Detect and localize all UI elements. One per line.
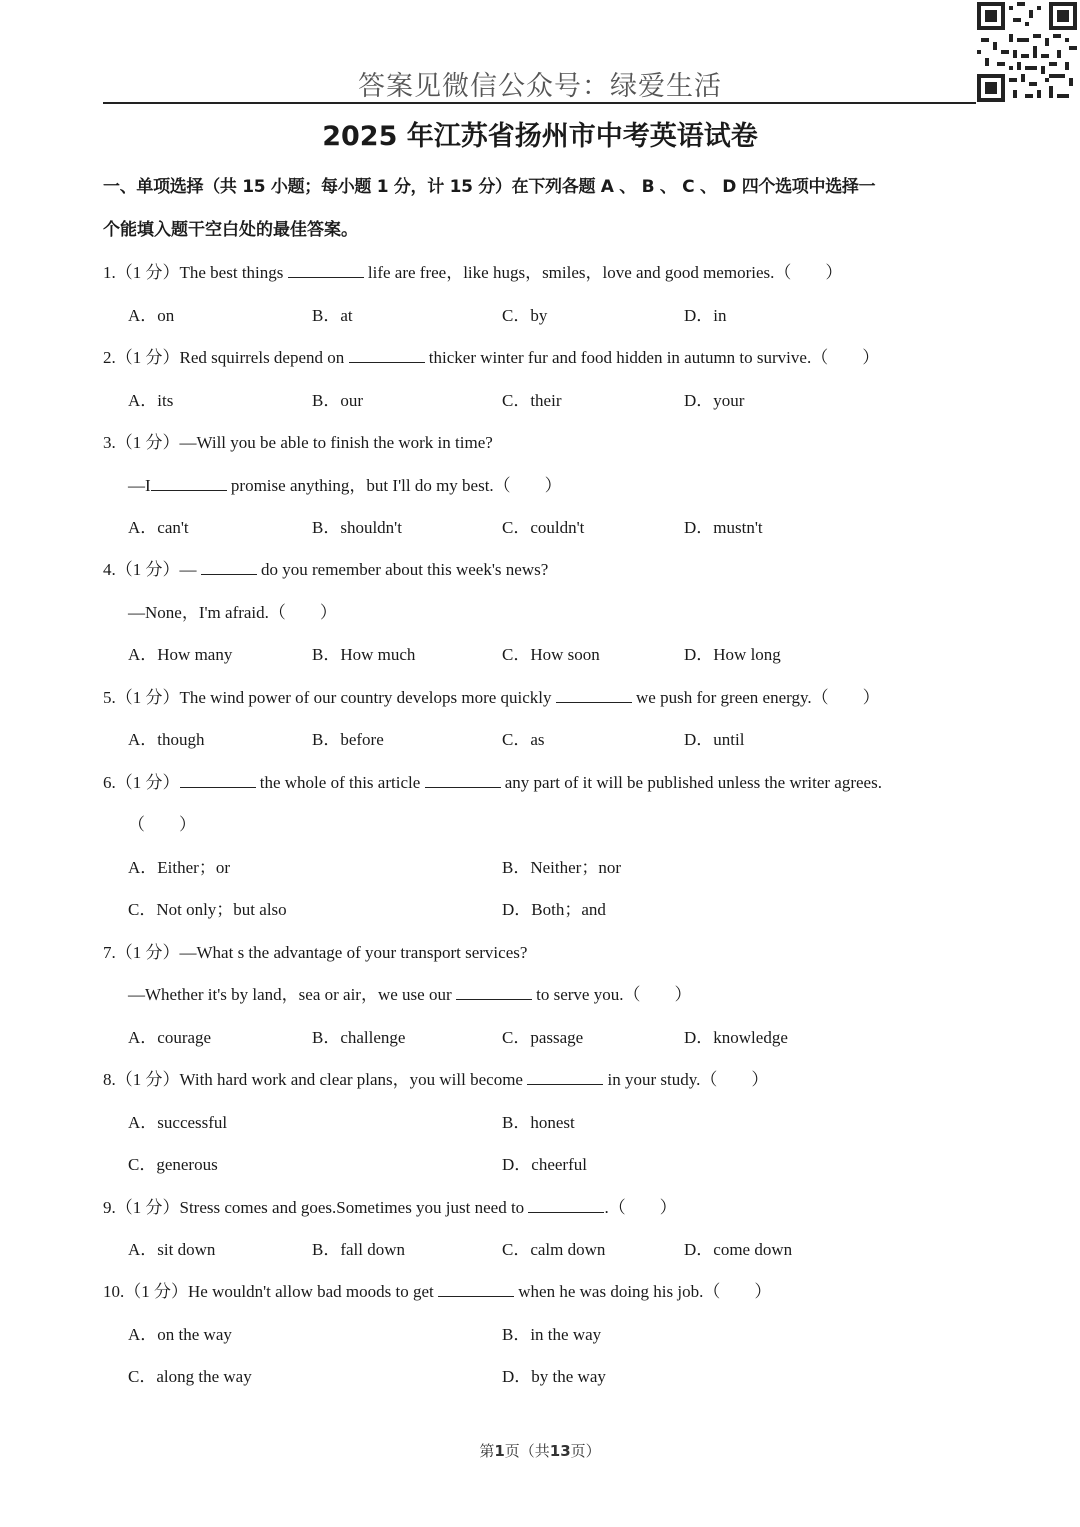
question-text: to serve you.（ ）	[536, 985, 692, 1004]
option-d[interactable]: D．until	[684, 730, 745, 749]
question-text: do you remember about this week's news?	[261, 560, 549, 579]
footer-text: 页（共	[504, 1442, 550, 1460]
option-c[interactable]: C．couldn't	[502, 518, 585, 537]
page-title: 2025 年江苏省扬州市中考英语试卷	[322, 121, 758, 152]
option-a[interactable]: A．though	[128, 730, 205, 749]
option-d[interactable]: D．come down	[684, 1240, 793, 1259]
question-4-reply: —None，I'm afraid.（ ）	[128, 603, 337, 622]
question-text: With hard work and clear plans，you will become	[179, 1070, 523, 1089]
question-7	[103, 938, 527, 963]
question-number: 2.	[103, 348, 116, 367]
option-b[interactable]: B．shouldn't	[312, 518, 402, 537]
option-c[interactable]: C．passage	[502, 1028, 584, 1047]
answer-blank	[201, 560, 257, 575]
answer-blank	[438, 1282, 514, 1297]
question-text: thicker winter fur and food hidden in autumn to survive.（ ）	[428, 348, 880, 367]
question-1	[103, 258, 842, 283]
question-score: （1 分）	[115, 433, 180, 452]
section-instruction-line-2: 个能填入题干空白处的最佳答案。	[103, 220, 358, 240]
header-rule	[103, 102, 976, 104]
page-total: 13	[549, 1442, 571, 1460]
option-c[interactable]: C．along the way	[128, 1367, 252, 1386]
question-text: —Will you be able to finish the work in time?	[179, 433, 493, 452]
question-8	[103, 1065, 768, 1090]
question-text: —Whether it's by land，sea or air，we use our	[128, 985, 452, 1004]
question-number: 6.	[103, 773, 116, 792]
footer-text: 页）	[570, 1442, 601, 1460]
question-text: we push for green energy.（ ）	[636, 688, 880, 707]
answer-blank	[556, 688, 632, 703]
question-text: in your study.（ ）	[607, 1070, 769, 1089]
question-score: （1 分）	[115, 1198, 180, 1217]
question-2	[103, 343, 879, 368]
option-d[interactable]: D．mustn't	[684, 518, 763, 537]
answer-blank	[180, 773, 256, 788]
option-a[interactable]: A．courage	[128, 1028, 212, 1047]
question-score: （1 分）	[115, 560, 180, 579]
question-3-reply	[128, 471, 562, 496]
option-a[interactable]: A．its	[128, 391, 174, 410]
question-score: （1 分）	[115, 688, 180, 707]
option-b[interactable]: B．at	[312, 306, 353, 325]
option-b[interactable]: B．Neither；nor	[502, 858, 621, 877]
question-text: Red squirrels depend on	[179, 348, 345, 367]
option-c[interactable]: C．calm down	[502, 1240, 606, 1259]
question-text: Stress comes and goes.Sometimes you just need to	[179, 1198, 525, 1217]
question-6-paren: （ ）	[128, 815, 196, 834]
question-number: 9.	[103, 1198, 116, 1217]
question-number: 7.	[103, 943, 116, 962]
question-text: The wind power of our country develops more quickly	[179, 688, 552, 707]
page-footer	[0, 1440, 1080, 1461]
option-a[interactable]: A．How many	[128, 645, 233, 664]
question-7-reply	[128, 980, 691, 1005]
option-c[interactable]: C．by	[502, 306, 548, 325]
answer-blank	[425, 773, 501, 788]
answer-blank	[349, 348, 425, 363]
question-score: （1 分）	[115, 943, 180, 962]
page-number: 1	[494, 1442, 505, 1460]
header-note: 答案见微信公众号：绿爱生活	[358, 71, 722, 102]
option-d[interactable]: D．Both；and	[502, 900, 606, 919]
question-number: 1.	[103, 263, 116, 282]
option-d[interactable]: D．knowledge	[684, 1028, 788, 1047]
option-c[interactable]: C．How soon	[502, 645, 600, 664]
answer-blank	[151, 476, 227, 491]
answer-blank	[528, 1198, 604, 1213]
question-score: （1 分）	[115, 263, 180, 282]
option-a[interactable]: A．can't	[128, 518, 189, 537]
option-d[interactable]: D．cheerful	[502, 1155, 587, 1174]
question-text: He wouldn't allow bad moods to get	[188, 1282, 434, 1301]
answer-blank	[288, 263, 364, 278]
question-text: —I	[128, 476, 151, 495]
option-c[interactable]: C．their	[502, 391, 562, 410]
question-score: （1 分）	[115, 348, 180, 367]
option-a[interactable]: A．Either；or	[128, 858, 230, 877]
question-text: when he was doing his job.（ ）	[518, 1282, 772, 1301]
option-a[interactable]: A．successful	[128, 1113, 228, 1132]
question-9	[103, 1193, 677, 1218]
option-b[interactable]: B．in the way	[502, 1325, 602, 1344]
question-score: （1 分）	[115, 1070, 180, 1089]
question-score: （1 分）	[124, 1282, 188, 1301]
qr-code-icon	[977, 2, 1077, 102]
option-d[interactable]: D．your	[684, 391, 745, 410]
question-3	[103, 428, 493, 453]
answer-blank	[527, 1070, 603, 1085]
option-d[interactable]: D．by the way	[502, 1367, 606, 1386]
option-c[interactable]: C．generous	[128, 1155, 218, 1174]
option-c[interactable]: C．Not only；but also	[128, 900, 287, 919]
option-d[interactable]: D．How long	[684, 645, 781, 664]
question-number: 5.	[103, 688, 116, 707]
option-d[interactable]: D．in	[684, 306, 727, 325]
question-number: 4.	[103, 560, 116, 579]
question-text: any part of it will be published unless the writer agrees.	[504, 773, 882, 792]
option-a[interactable]: A．sit down	[128, 1240, 216, 1259]
footer-text: 第	[479, 1442, 495, 1460]
option-b[interactable]: B．honest	[502, 1113, 575, 1132]
section-instruction-line-1: 一、单项选择（共 15 小题；每小题 1 分，计 15 分）在下列各题 A 、 B 、 C 、 D 四个选项中选择一	[103, 177, 876, 197]
question-5	[103, 683, 880, 708]
question-text: —What s the advantage of your transport services?	[179, 943, 528, 962]
option-a[interactable]: A．on	[128, 306, 175, 325]
question-4	[103, 555, 548, 580]
option-b[interactable]: B．before	[312, 730, 384, 749]
answer-blank	[456, 985, 532, 1000]
question-6	[103, 768, 882, 793]
question-text: the whole of this article	[259, 773, 421, 792]
option-b[interactable]: B．How much	[312, 645, 416, 664]
question-text: —	[179, 560, 197, 579]
option-b[interactable]: B．our	[312, 391, 363, 410]
question-10	[103, 1277, 771, 1302]
question-score: （1 分）	[115, 773, 180, 792]
question-text: life are free，like hugs，smiles，love and good memories.（ ）	[367, 263, 843, 282]
question-text: promise anything，but I'll do my best.（ ）	[230, 476, 562, 495]
question-number: 8.	[103, 1070, 116, 1089]
option-c[interactable]: C．as	[502, 730, 545, 749]
option-b[interactable]: B．challenge	[312, 1028, 406, 1047]
option-a[interactable]: A．on the way	[128, 1325, 232, 1344]
question-text: The best things	[179, 263, 284, 282]
question-text: .（ ）	[604, 1198, 677, 1217]
question-number: 10.	[103, 1282, 125, 1301]
option-b[interactable]: B．fall down	[312, 1240, 406, 1259]
question-number: 3.	[103, 433, 116, 452]
